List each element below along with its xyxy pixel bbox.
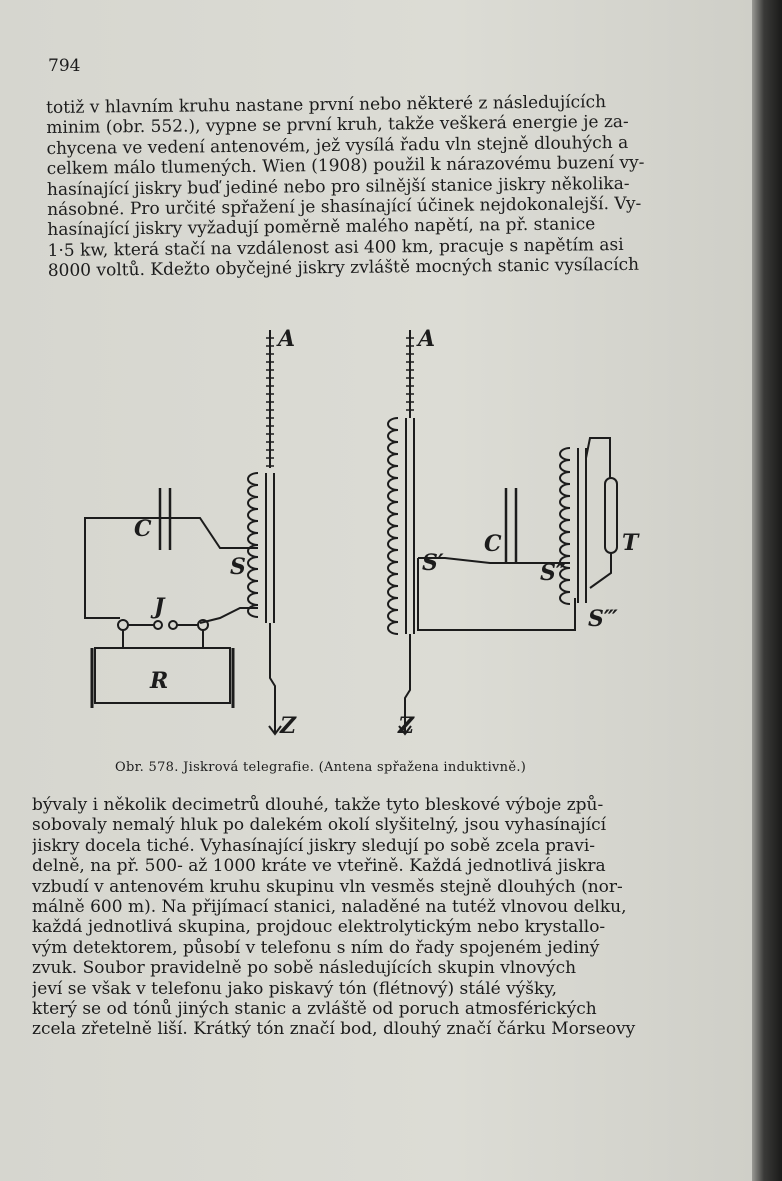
text-line: který se od tónů jiných stanic a zvláště od poruch atmosférických bbox=[32, 999, 597, 1020]
left-label-C: C bbox=[134, 516, 152, 542]
right-ground-wire bbox=[405, 634, 410, 718]
right-label-S1: S′ bbox=[422, 550, 444, 576]
left-label-A: A bbox=[278, 326, 296, 352]
text-line: sobovaly nemalý hluk po dalekém okolí slyšitelný, jsou vyhasínající bbox=[32, 815, 607, 836]
text-line: bývaly i několik decimetrů dlouhé, takže tyto bleskové výboje způ- bbox=[32, 795, 604, 815]
right-label-T: T bbox=[622, 530, 639, 556]
left-circuit bbox=[85, 330, 281, 734]
left-label-S: S bbox=[230, 554, 246, 580]
right-label-C: C bbox=[484, 531, 502, 557]
text-line: vzbudí v antenovém kruhu skupinu vln vesměs stejně dlouhých (nor- bbox=[32, 876, 623, 897]
text-line: totiž v hlavním kruhu nastane první nebo některé z následujících bbox=[46, 92, 607, 118]
text-line: hasínající jiskry vyžadují poměrně malého napětí, na př. stanice bbox=[47, 214, 596, 241]
text-line: delně, na př. 500- až 1000 kráte ve vteřině. Každá jednotlivá jiskra bbox=[32, 856, 606, 877]
left-label-Z: Z bbox=[280, 713, 297, 739]
page-number: 794 bbox=[48, 56, 81, 76]
text-line: jeví se však v telefonu jako piskavý tón (flétnový) stálé výšky, bbox=[32, 978, 558, 999]
text-line: celkem málo tlumených. Wien (1908) použil k nárazovému buzení vy- bbox=[46, 152, 645, 180]
text-line: každá jednotlivá skupina, projdouc elektrolytickým nebo krystallo- bbox=[32, 917, 606, 938]
text-line: zvuk. Soubor pravidelně po sobě následujících skupin vlnových bbox=[32, 958, 577, 979]
text-line: 1·5 kw, která stačí na vzdálenost asi 400 km, pracuje s napětím asi bbox=[47, 234, 624, 261]
paragraph-top bbox=[46, 91, 676, 281]
right-circuit bbox=[388, 330, 617, 734]
right-telephone bbox=[605, 478, 617, 553]
text-line: zcela zřetelně liší. Krátký tón značí bod, dlouhý značí čárku Morseovy bbox=[32, 1019, 636, 1040]
circuit-figure bbox=[70, 318, 670, 750]
right-telephone-wire bbox=[586, 438, 610, 478]
left-label-R: R bbox=[150, 668, 169, 694]
right-label-S2: S″ bbox=[540, 560, 566, 586]
text-line: 8000 voltů. Kdežto obyčejné jiskry zvláště mocných stanic vysílacích bbox=[47, 255, 640, 282]
text-line: hasínající jiskry buď jediné nebo pro silnější stanice jiskry několika- bbox=[46, 173, 630, 200]
paragraph-bottom bbox=[32, 795, 662, 1040]
text-line: málně 600 m). Na přijímací stanici, naladěné na tutéž vlnovou delku, bbox=[32, 897, 627, 918]
figure-caption: Obr. 578. Jiskrová telegrafie. (Antena spřažena induktivně.) bbox=[115, 760, 527, 775]
text-line: vým detektorem, působí v telefonu s ním do řady spojeném jediný bbox=[32, 937, 600, 958]
right-label-Z: Z bbox=[398, 713, 415, 739]
text-line: násobné. Pro určité spřažení je shasínající účinek nejdokonalejší. Vy- bbox=[47, 193, 642, 221]
left-ground-wire bbox=[270, 623, 275, 718]
text-line: chycena ve vedení antenovém, jež vysílá řadu vln stejně dlouhých a bbox=[46, 132, 629, 159]
text-line: jiskry docela tiché. Vyhasínající jiskry sledují po sobě zcela pravi- bbox=[32, 835, 596, 856]
right-label-A: A bbox=[418, 326, 436, 352]
right-coupling-coil bbox=[388, 418, 414, 634]
book-spine-shadow bbox=[752, 0, 782, 1181]
right-label-S3: S‴ bbox=[588, 606, 618, 632]
left-label-J: J bbox=[154, 594, 165, 620]
text-line: minim (obr. 552.), vypne se první kruh, takže veškerá energie je za- bbox=[46, 112, 629, 139]
left-spark-gap bbox=[118, 620, 128, 630]
